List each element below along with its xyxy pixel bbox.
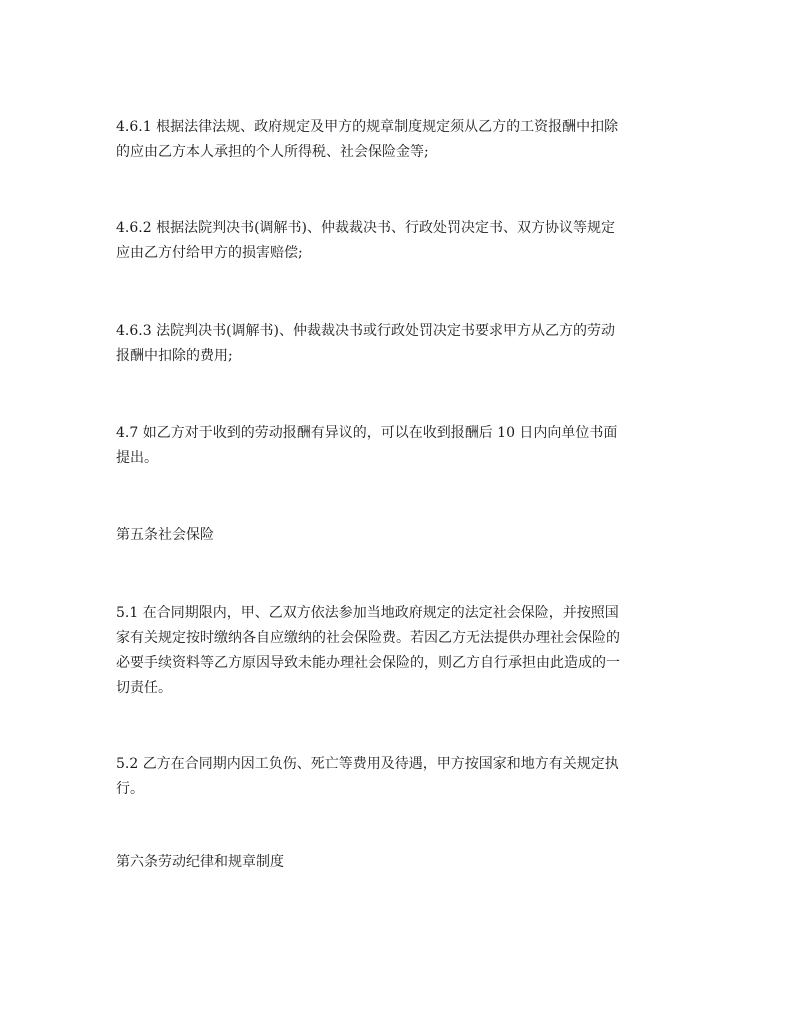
clause-4-6-3 [116, 319, 680, 369]
clause-4-7 [116, 421, 680, 471]
heading-line: 第五条社会保险 [116, 527, 214, 543]
text-line: 报酬中扣除的费用; [116, 348, 233, 364]
text-line: 行。 [116, 781, 144, 797]
section-heading-article-5 [116, 523, 680, 548]
clause-4-6-1 [116, 115, 680, 165]
clause-5-2 [116, 752, 680, 802]
text-line: 4.6.1 根据法律法规、政府规定及甲方的规章制度规定须从乙方的工资报酬中扣除 [116, 119, 619, 135]
text-line: 应由乙方付给甲方的损害赔偿; [116, 245, 303, 261]
text-line: 切责任。 [116, 680, 172, 696]
text-line: 家有关规定按时缴纳各自应缴纳的社会保险费。若因乙方无法提供办理社会保险的 [116, 630, 620, 646]
section-heading-article-6 [116, 850, 680, 875]
text-line: 4.6.2 根据法院判决书(调解书)、仲裁裁决书、行政处罚决定书、双方协议等规定 [116, 220, 615, 236]
heading-line: 第六条劳动纪律和规章制度 [116, 854, 284, 870]
text-line: 的应由乙方本人承担的个人所得税、社会保险金等; [116, 144, 429, 160]
clause-5-1 [116, 601, 680, 701]
text-line: 提出。 [116, 450, 158, 466]
text-line: 4.6.3 法院判决书(调解书)、仲裁裁决书或行政处罚决定书要求甲方从乙方的劳动 [116, 323, 615, 339]
text-line: 5.2 乙方在合同期内因工负伤、死亡等费用及待遇，甲方按国家和地方有关规定执 [116, 756, 619, 772]
text-line: 5.1 在合同期限内，甲、乙双方依法参加当地政府规定的法定社会保险，并按照国 [116, 605, 619, 621]
text-line: 必要手续资料等乙方原因导致未能办理社会保险的，则乙方自行承担由此造成的一 [116, 655, 620, 671]
text-line: 4.7 如乙方对于收到的劳动报酬有异议的，可以在收到报酬后 10 日内向单位书面 [116, 425, 618, 441]
clause-4-6-2 [116, 216, 680, 266]
